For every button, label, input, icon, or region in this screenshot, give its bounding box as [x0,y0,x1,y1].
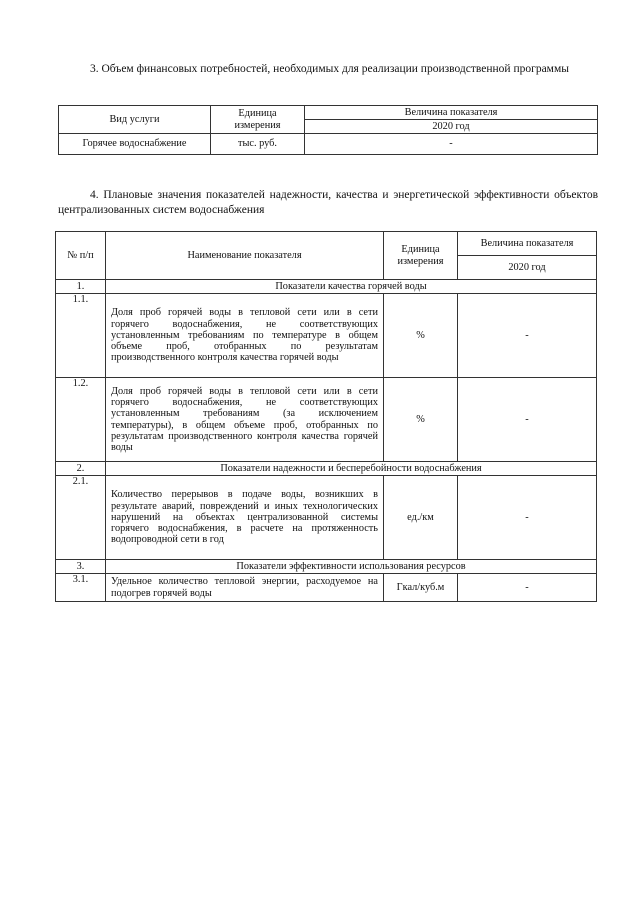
row-unit: % [384,294,458,378]
header-unit: Единица измерения [384,232,458,280]
header-unit: Единица измерения [211,106,305,134]
header-value: Величина показателя [458,232,597,256]
section-title: Показатели эффективности использования ресурсов [106,560,597,574]
row-name: Количество перерывов в подаче воды, возникших в результате аварий, повреждений и иных технологических нарушений на объектах централизованной системы горячего водоснабжения, в расчете на протяженность водопроводной сети в год [106,476,384,560]
header-num: № п/п [56,232,106,280]
table-row [56,294,597,378]
row-value: - [458,476,597,560]
section-num: 3. [56,560,106,574]
section-4-heading: 4. Плановые значения показателей надежности, качества и энергетической эффективности объектов централизованных систем водоснабжения [58,189,598,216]
row-num: 1.1. [56,294,106,378]
section-title: Показатели качества горячей воды [106,280,597,294]
section-row [56,560,597,574]
table-row [56,476,597,560]
cell-unit: тыс. руб. [211,134,305,155]
row-name: Доля проб горячей воды в тепловой сети или в сети горячего водоснабжения, не соответствующих установленным требованиям (за исключением температуры), в общем объеме проб, отобранных по результатам производственного контроля качества горячей воды [106,378,384,462]
row-num: 1.2. [56,378,106,462]
cell-value: - [305,134,598,155]
section-num: 2. [56,462,106,476]
header-service: Вид услуги [59,106,211,134]
table-row [56,378,597,462]
financial-needs-table [58,105,598,155]
table-row [59,134,598,155]
row-value: - [458,378,597,462]
header-name: Наименование показателя [106,232,384,280]
section-row [56,280,597,294]
row-unit: % [384,378,458,462]
table-row [56,574,597,602]
section-num: 1. [56,280,106,294]
row-num: 3.1. [56,574,106,602]
section-title: Показатели надежности и бесперебойности водоснабжения [106,462,597,476]
header-year: 2020 год [458,256,597,280]
section-3-heading: 3. Объем финансовых потребностей, необходимых для реализации производственной программы [90,63,569,75]
row-value: - [458,294,597,378]
indicators-table [55,231,597,602]
row-name: Удельное количество тепловой энергии, расходуемое на подогрев горячей воды [106,574,384,602]
row-value: - [458,574,597,602]
header-value: Величина показателя [305,106,598,120]
cell-service: Горячее водоснабжение [59,134,211,155]
row-name: Доля проб горячей воды в тепловой сети или в сети горячего водоснабжения, не соответствующих установленным требованиям по температуре в общем объеме проб, отобранных по результатам производственного контроля качества горячей воды [106,294,384,378]
row-unit: ед./км [384,476,458,560]
header-year: 2020 год [305,120,598,134]
row-unit: Гкал/куб.м [384,574,458,602]
row-num: 2.1. [56,476,106,560]
section-row [56,462,597,476]
